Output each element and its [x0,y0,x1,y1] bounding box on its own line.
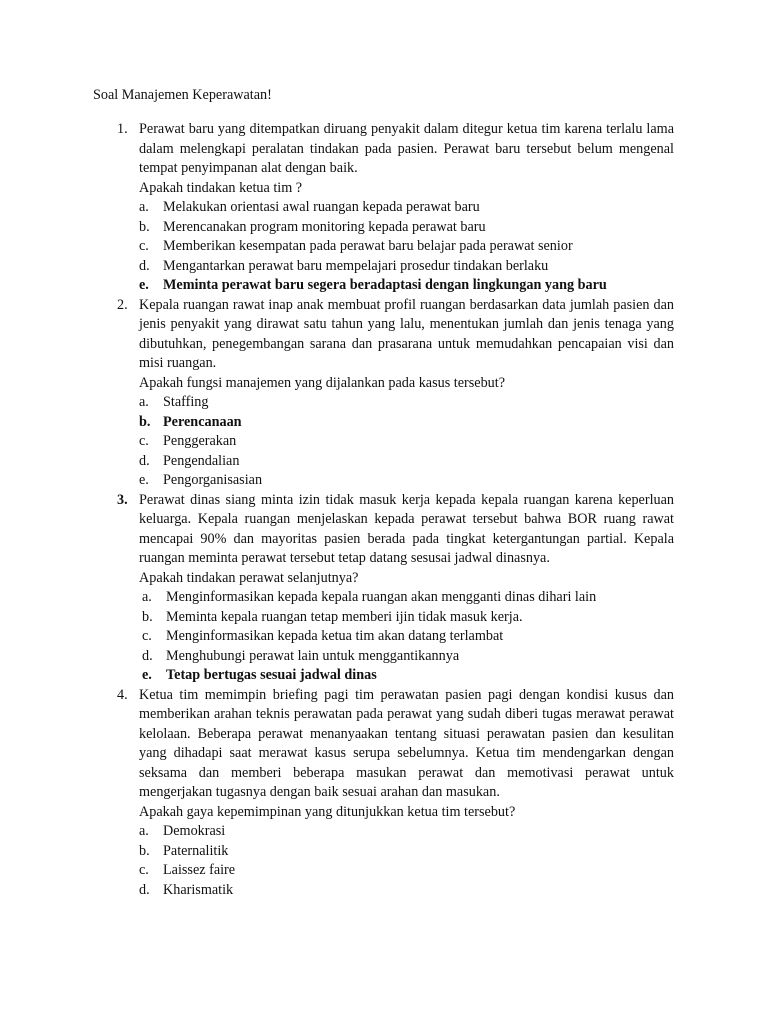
option-label: c. [139,238,149,254]
question-body [139,491,674,686]
option-b-correct [139,413,674,433]
option-text: Kharismatik [163,881,234,898]
option-b [139,218,674,238]
option-d [142,647,674,667]
option-label: c. [139,862,149,878]
option-label: d. [139,881,150,898]
question-text: Kepala ruangan rawat inap anak membuat profil ruangan berdasarkan data jumlah pasien dan jenis penyakit yang dirawat satu tahun yang lalu, menentukan jumlah dan jenis tenaga yang dibutuhkan, penegembangan sarana dan prasarana untuk memudahkan pencapaian visi dan misi ruangan. [139,296,674,371]
option-text: Menginformasikan kepada kepala ruangan akan mengganti dinas dihari lain [166,589,597,605]
question-prompt: Apakah tindakan ketua tim ? [139,179,303,196]
option-label: b. [142,608,153,625]
option-label: a. [142,589,152,605]
option-label: a. [139,199,149,215]
option-label: b. [139,218,150,235]
option-label: e. [142,667,152,683]
option-label: a. [139,823,149,839]
question-text: Ketua tim memimpin briefing pagi tim perawatan pasien pagi dengan kondisi kusus dan memberikan arahan teknis perawatan pada perawat yang sudah diberi tugas merawat perawat kelolaan. Beberapa perawat menanyaakan tentang situasi perawatan pasien dan kesulitan yang dihadapi saat merawat kasus serupa sebelumnya. Ketua tim mendengarkan dengan seksama dan memberi beberapa masukan perawat dan memotivasi perawat untuk mengerjakan tugasnya dengan baik sesuai arahan dan masukan. [139,686,674,800]
option-text: Tetap bertugas sesuai jadwal dinas [166,667,377,683]
option-text: Menghubungi perawat lain untuk menggantikannya [166,647,460,664]
option-text: Meminta perawat baru segera beradaptasi dengan lingkungan yang baru [163,277,607,293]
option-text: Merencanakan program monitoring kepada perawat baru [163,218,486,235]
option-d [139,257,674,277]
option-text: Paternalitik [163,842,229,859]
option-text: Penggerakan [163,433,237,449]
option-list [142,588,674,686]
option-c [142,627,674,647]
option-text: Mengantarkan perawat baru mempelajari prosedur tindakan berlaku [163,257,549,274]
page-title: Soal Manajemen Keperawatan! [93,87,272,103]
question-body [139,686,674,901]
question-2 [0,296,768,491]
option-a [142,588,674,608]
question-list [0,120,768,900]
option-text: Demokrasi [163,823,226,839]
question-3 [0,491,768,686]
option-c [139,861,674,881]
option-text: Pengorganisasian [163,472,263,488]
option-a [139,198,674,218]
option-b [142,608,674,628]
option-label: b. [139,842,150,859]
option-c [139,432,674,452]
question-prompt: Apakah tindakan perawat selanjutnya? [139,569,359,586]
option-d [139,881,674,901]
option-label: e. [139,277,149,293]
option-text: Meminta kepala ruangan tetap memberi ijin tidak masuk kerja. [166,608,523,625]
option-label: b. [139,413,151,430]
question-body [139,296,674,491]
question-prompt: Apakah gaya kepemimpinan yang ditunjukkan ketua tim tersebut? [139,803,516,820]
option-list [139,822,674,900]
option-a [139,822,674,842]
question-text: Perawat baru yang ditempatkan diruang penyakit dalam ditegur ketua tim karena terlalu lama dalam melengkapi peralatan tindakan pada pasien. Perawat baru tersebut belum mengenal tempat penyimpanan alat dengan baik. [139,121,674,176]
option-d [139,452,674,472]
option-text: Pengendalian [163,452,240,469]
question-body [139,120,674,296]
option-e-correct [139,276,674,296]
option-label: a. [139,394,149,410]
option-text: Memberikan kesempatan pada perawat baru belajar pada perawat senior [163,238,573,254]
option-text: Melakukan orientasi awal ruangan kepada perawat baru [163,199,480,215]
option-label: d. [139,452,150,469]
question-1 [0,120,768,296]
option-text: Laissez faire [163,862,236,878]
option-list [139,393,674,491]
option-label: e. [139,472,149,488]
option-e-correct [142,666,674,686]
option-a [139,393,674,413]
question-number: 4. [117,686,128,703]
question-number: 2. [117,296,128,313]
option-c [139,237,674,257]
option-text: Perencanaan [163,413,242,430]
option-label: d. [139,257,150,274]
question-text: Perawat dinas siang minta izin tidak masuk kerja kepada kepala ruangan karena keperluan keluarga. Kepala ruangan menjelaskan kepada perawat tersebut bahwa BOR ruang rawat mencapai 90% dan mayoritas pasien berada pada tingkat ketergantungan partial. Kepala ruangan meminta perawat tersebut tetap datang sesusai jadwal dinasnya. [139,491,674,566]
question-prompt: Apakah fungsi manajemen yang dijalankan pada kasus tersebut? [139,374,505,391]
option-label: c. [142,628,152,644]
option-label: c. [139,433,149,449]
question-4 [0,686,768,901]
option-text: Staffing [163,394,209,410]
question-number: 3. [117,491,128,508]
question-number: 1. [117,121,128,137]
option-b [139,842,674,862]
option-label: d. [142,647,153,664]
option-text: Menginformasikan kepada ketua tim akan datang terlambat [166,628,504,644]
option-e [139,471,674,491]
option-list [139,198,674,296]
